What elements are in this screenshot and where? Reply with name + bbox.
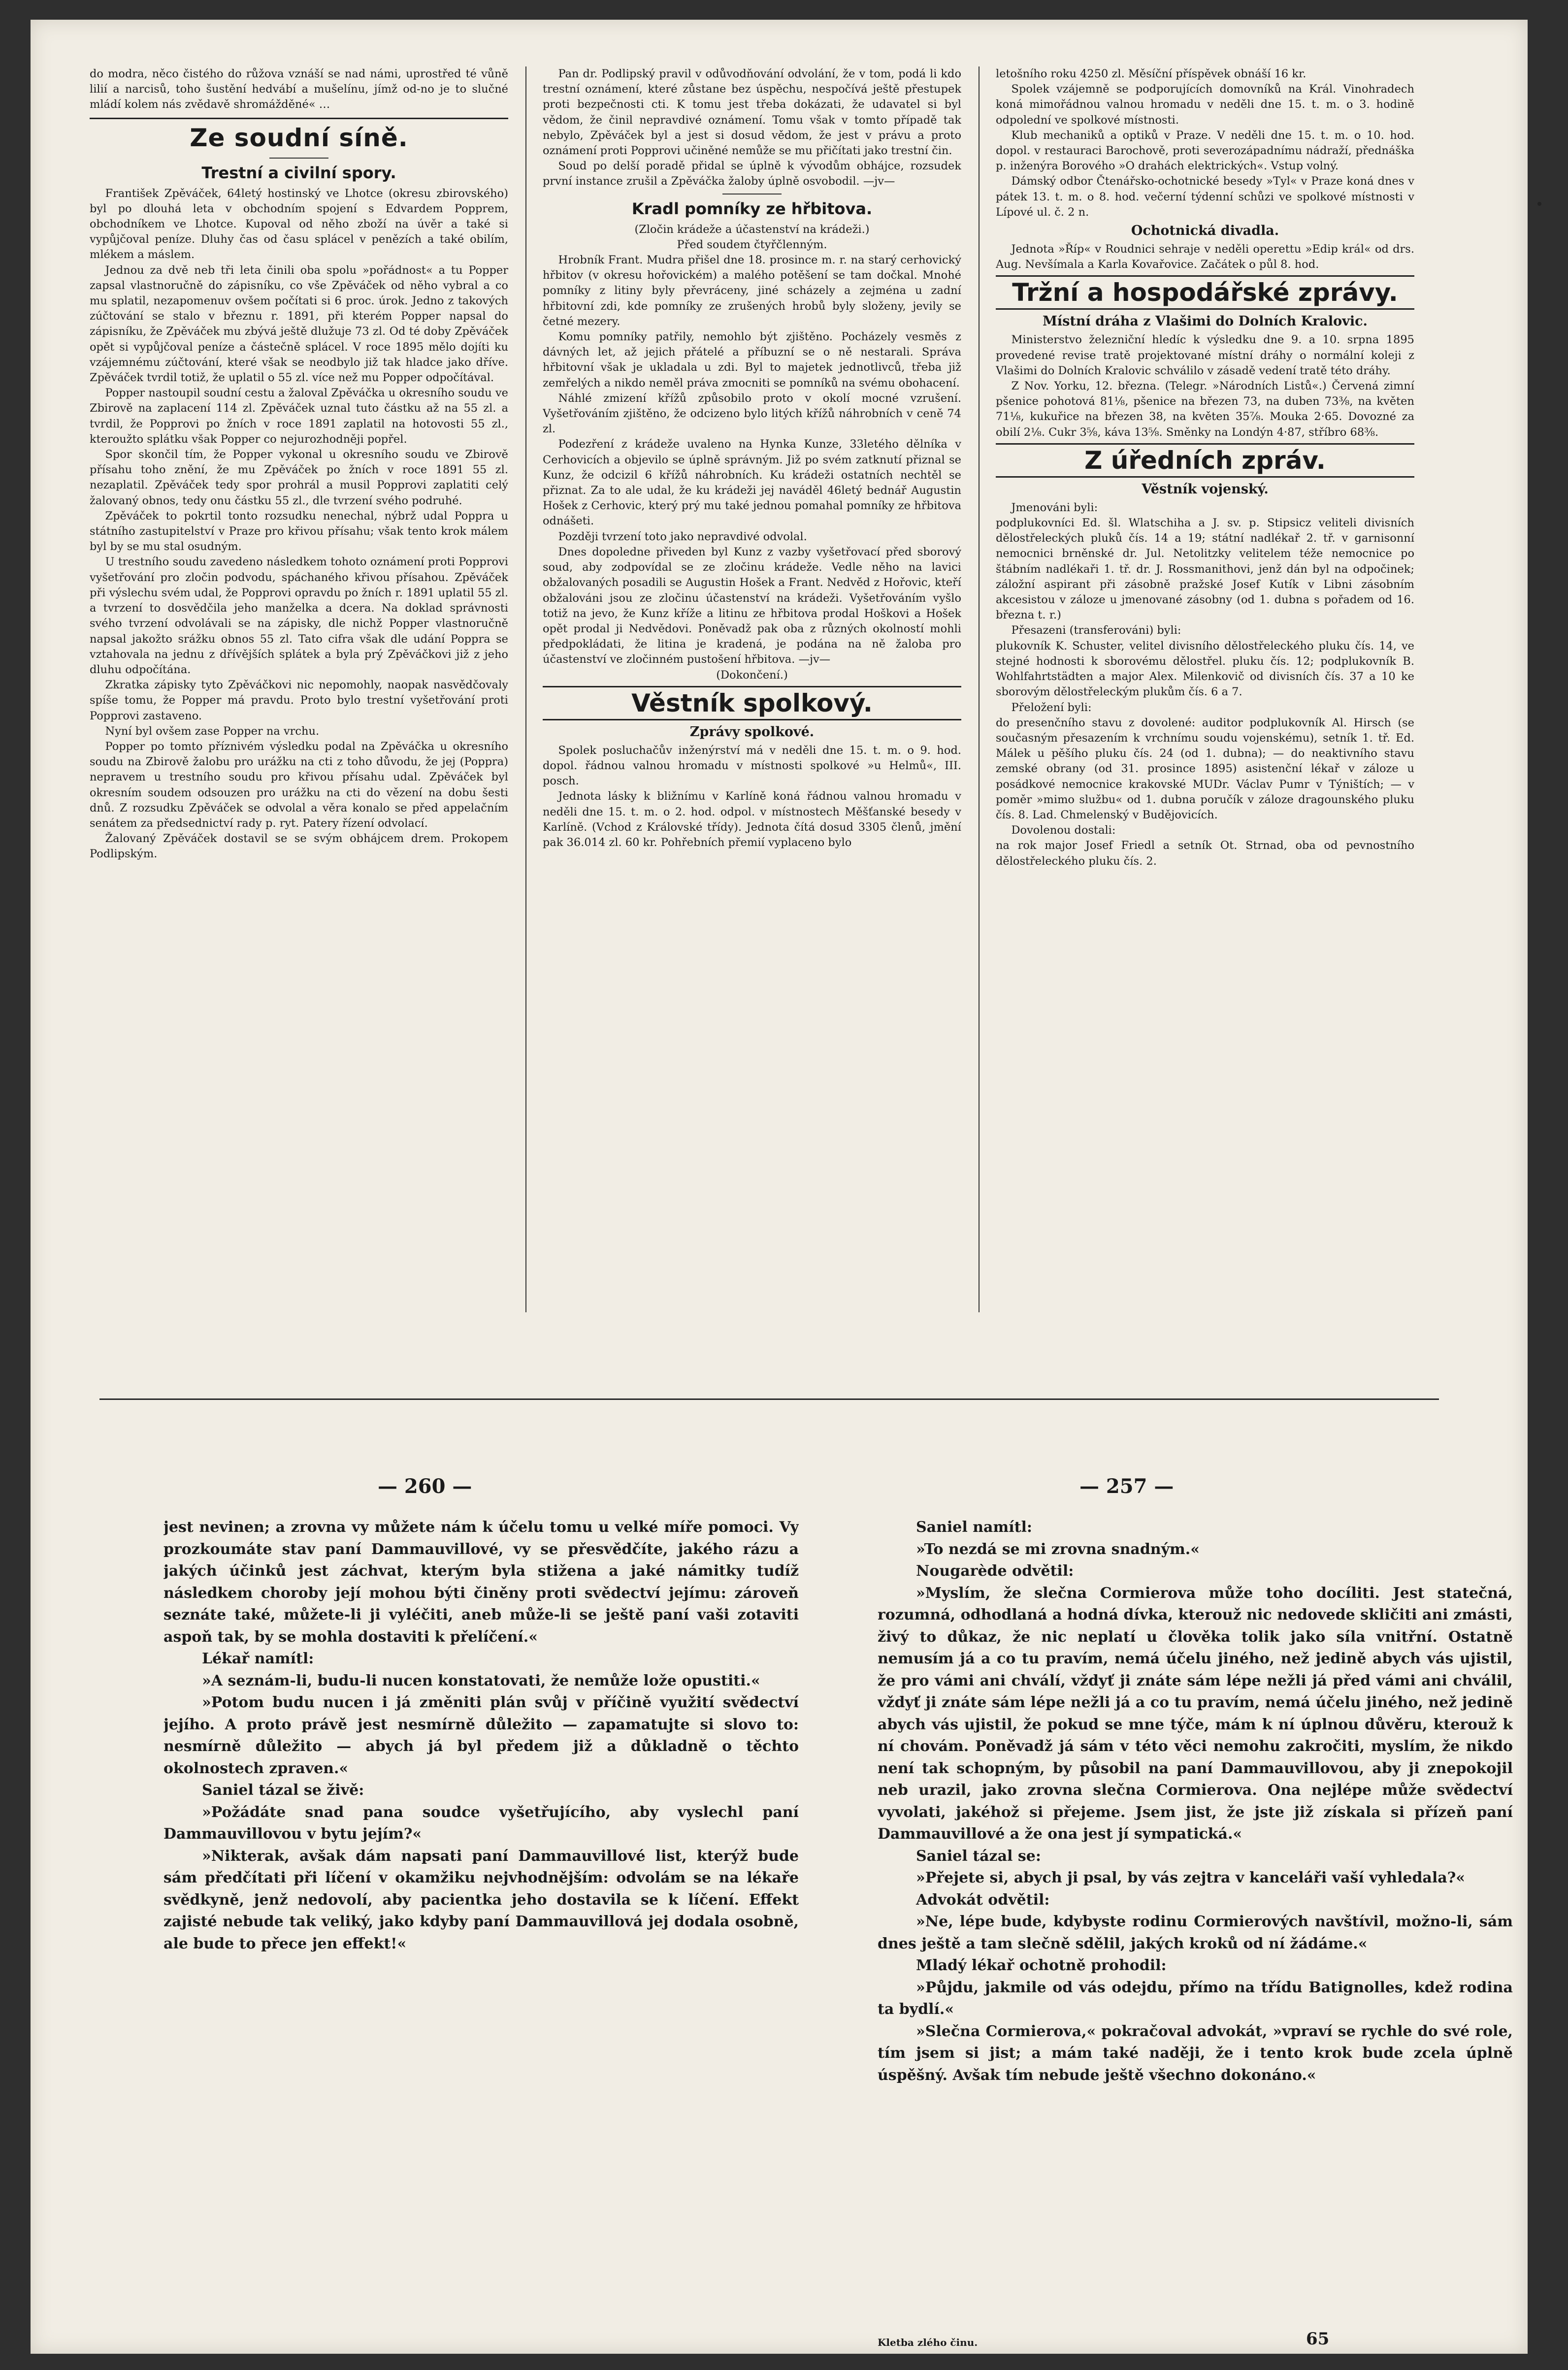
article-paragraph: Z Nov. Yorku, 12. března. (Telegr. »Národních Listů«.) Červená zimní pšenice pohotová 81⅛, pšenice na březen 73, na duben 73⅜, na květen 71⅛, kukuřice na březen 38, na květen 35⅞. Mouka 2·65. Dovozné za obilí 2⅛. Cukr 3⅝, káva 13⅝. Směnky na Londýn 4·87, stříbro 68⅜. (996, 380, 1414, 439)
article-paragraph: podplukovníci Ed. šl. Wlatschiha a J. sv. p. Stipsicz veliteli divisních dělostřeleckých pluků čís. 14 a 19; státní nadlékař 2. tř. v garnisonní nemocnici brněnské dr. Jul. Netolitzky velitelem téže nemocnice po štábním nadlékaři 1. tř. dr. J. Rossmanithovi, jenž dán byl na odpočinek; záložní aspirant při zásobně pražské Josef Kutík v Libni zásobním akcesistou v záloze u jmenované zásobny (od 1. dubna s pořadem od 16. března t. r.) (996, 517, 1414, 622)
article-paragraph: Spolek vzájemně se podporujících domovníků na Král. Vinohradech koná mimořádnou valnou hromadu v neděli dne 15. t. m. o 3. hodině odpolední ve spolkové místnosti. (996, 83, 1414, 127)
novel-paragraph: Saniel tázal se: (916, 1847, 1041, 1865)
article-paragraph: Popper po tomto příznivém výsledku podal na Zpěváčka u okresního soudu na Zbirově žalobu pro urážku na cti z toho důvodu, že jej (Poppra) nepravem u trestního soudu pro křivou přísahu udal. Zpěváček byl okresním soudem odsouzen pro urážku na cti do vězení na dobu šesti dnů. Z rozsudku Zpěváček se odvolal a věra konalo se před appelačním senátem za předsednictví rady p. ryt. Patery řízení odvolací. (90, 740, 508, 830)
article-paragraph: Spolek posluchačův inženýrství má v neděli dne 15. t. m. o 9. hod. dopol. řádnou valnou hromadu v místnosti spolkové »u Helmů«, III. posch. (543, 744, 961, 788)
article-paragraph: Zkratka zápisky tyto Zpěváčkovi nic nepomohly, naopak nasvědčovaly spíše tomu, že Popper má pravdu. Proto bylo trestní vyšetřování proti Popprovi zastaveno. (90, 679, 508, 722)
page-number-left: — 260 — (378, 1475, 472, 1498)
article-paragraph: letošního roku 4250 zl. Měsíční příspěvek obnáší 16 kr. (996, 67, 1307, 80)
novel-paragraph: Lékař namítl: (202, 1650, 314, 1667)
article-title-military: Věstník vojenský. (1142, 481, 1269, 497)
novel-paragraph: Mladý lékař ochotně prohodil: (916, 1957, 1167, 1974)
article-subtitle: (Zločin krádeže a účastenství na krádeži.) (634, 223, 870, 236)
article-paragraph: Komu pomníky patřily, nemohlo být zjištěno. Pocházely vesměs z dávných let, až jejich přátelé a příbuzní se o ně nestarali. Správa hřbitovní však je ukladala u zdi. Byl to majetek jednotlivců, třeba již zemřelých a nikdo neměl práva zmocniti se pomníků na svému obohacení. (543, 330, 961, 390)
article-paragraph: Jednota »Říp« v Roudnici sehraje v neděli operettu »Edip král« od drs. Aug. Nevšímala a Karla Kovařovice. Začátek o půl 8. hod. (996, 243, 1414, 271)
article-paragraph: Zpěváček to pokrtil tonto rozsudku nenechal, nýbrž udal Poppra u státního zastupitelství v Praze pro křivou přísahu; však tento krok málem byl by se mu stal osudným. (90, 509, 508, 553)
novel-paragraph: »Přejete si, abych ji psal, by vás zejtra v kanceláři vaší vyhledala?« (916, 1869, 1466, 1886)
article-rule (722, 194, 782, 195)
section-heading-official: Z úředních zpráv. (996, 443, 1414, 478)
section-heading-court: Ze soudní síně. (190, 123, 408, 152)
article-paragraph: Jednota lásky k bližnímu v Karlíně koná řádnou valnou hromadu v neděli dne 15. t. m. o 2. hod. odpol. v místnostech Měšťanské besedy v Karlíně. (Vchod z Královské třídy). Jednota čítá dosud 3305 členů, jmění pak 36.014 zl. 60 kr. Pohřebních přemií vyplaceno bylo (543, 790, 961, 849)
novel-paragraph: »Slečna Cormierova,« pokračoval advokát, »vpraví se rychle do své role, tím jsem si jist; a mám také naději, že i tento krok bude zcela úplně úspěšný. Avšak tím nebude ještě všechno dokonáno.« (878, 2022, 1513, 2084)
continuation-note: (Dokončení.) (716, 668, 788, 682)
article-paragraph: Jednou za dvě neb tři leta činili oba spolu »pořádnost« a tu Popper zapsal vlastnoručně do zápisníku, co vše Zpěváček od něho vybral a co mu splatil, nezapomenuv ovšem počítati si 6 proc. úrok. Jedno z takových zúčtování se stalo v březnu r. 1891, při kterém Popper napsal do zápisníku, že Zpěváček mu zbývá ještě dlužuje 73 zl. Od té doby Zpěváček opět si vypůjčoval peníze a částečně splácel. V roce 1895 mělo dojíti ku vzájemnému zúčtování, které však se neodbylo již tak hladce jako dříve. Zpěváček tvrdil totiž, že uplatil o 55 zl. více než mu Popper odpočítával. (90, 263, 508, 385)
novel-paragraph: »A seznám-li, budu-li nucen konstatovati, že nemůže lože opustiti.« (202, 1672, 760, 1689)
column-rule (979, 66, 980, 1312)
page-number-right: — 257 — (1079, 1475, 1174, 1498)
novel-paragraph: Saniel namítl: (916, 1519, 1032, 1536)
newspaper-section (90, 66, 1419, 1312)
article-paragraph: Soud po delší poradě přidal se úplně k vývodům obhájce, rozsudek první instance zrušil a Zpěváčka žaloby úplně osvobodil. —jv— (543, 160, 961, 188)
article-title-theatre: Ochotnická divadla. (1131, 223, 1279, 239)
article-paragraph: Dámský odbor Čtenářsko-ochotnické besedy »Tyl« v Praze koná dnes v pátek 13. t. m. o 8. hod. večerní týdenní schůzi ve spolkové místnosti v Lípové ul. č. 2 n. (996, 175, 1414, 219)
section-heading-associations: Věstník spolkový. (543, 686, 961, 720)
article-paragraph: Dovolenou dostali: (1011, 824, 1116, 837)
intro-paragraph: do modra, něco čistého do růžova vznáší se nad námi, uprostřed té vůně lilií a narcisů, toho šustění hedvábí a mušelínu, jímž od-no je to slučné mládí kolem nás zvědavě shromážděné« … (90, 67, 508, 111)
article-title-railway: Místní dráha z Vlašimi do Dolních Kralovic. (1043, 314, 1368, 329)
novel-paragraph: »Potom budu nucen i já změniti plán svůj v příčině využití svědectví jejího. A proto právě jest nesmírně důležito — zapamatujte si slovo to: nesmírně důležito — abych já byl předem již a důkladně o těchto okolnostech zpraven.« (163, 1694, 799, 1777)
article-paragraph: Jmenováni byli: (1011, 501, 1098, 514)
footer-sheet-number: 65 (1306, 2329, 1330, 2349)
section-heading-market: Tržní a hospodářské zprávy. (996, 275, 1414, 310)
article-paragraph: Později tvrzení toto jako nepravdivé odvolal. (558, 530, 807, 543)
footer-title: Kletba zlého činu. (878, 2337, 978, 2348)
column-rule (525, 66, 526, 1312)
ink-speck (1537, 202, 1541, 206)
article-paragraph: Přeložení byli: (1011, 701, 1092, 714)
novel-paragraph: »Nikterak, avšak dám napsati paní Dammauvillové list, kterýž bude sám předčítati při líčení v okamžiku nejvhodnějším: odvolám se na lékaře svědkyně, jenž nedovolí, aby pacientka jeho dostavila se k líčení. Effekt zajisté nebude tak veliký, jako kdyby paní Dammauvillová jej dodala osobně, ale bude to přece jen effekt!« (163, 1847, 799, 1952)
article-title-association-news: Zprávy spolkové. (689, 724, 815, 740)
article-paragraph: Spor skončil tím, že Popper vykonal u okresního soudu ve Zbirově přísahu toho znění, že mu Zpěváček po žních v roce 1891 55 zl. nezaplatil. Zpěváček tedy spor prohrál a musil Popprovi zaplatiti celý žalovaný obnos, tedy onu částku 55 zl., dle tvrzení svého podruhé. (90, 448, 508, 507)
article-paragraph: do presenčního stavu z dovolené: auditor podplukovník Al. Hirsch (se současným přesazením k vrchnímu soudu vojenskému), setník 1. tř. Ed. Málek u pěšího pluku čís. 24 (od 1. dubna); — do neaktivního stavu zemské obrany (od 31. prosince 1895) asistenční lékař v záloze u posádkové nemocnice krakovské MUDr. Václav Pumr v Týništích; — v poměr »mimo službu« od 1. dubna poručík v záloze dragounského pluku čís. 8. Lad. Chmelenský v Budějovicích. (996, 716, 1414, 821)
novel-paragraph: »To nezdá se mi zrovna snadným.« (916, 1540, 1200, 1558)
article-paragraph: Žalovaný Zpěváček dostavil se se svým obhájcem drem. Prokopem Podlipským. (90, 832, 508, 861)
article-paragraph: Klub mechaniků a optiků v Praze. V neděli dne 15. t. m. o 10. hod. dopol. v restauraci Barochově, proti severozápadnímu nádraží, přednáška p. inženýra Borového »O drahách elektrických«. Vstup volný. (996, 129, 1414, 173)
article-paragraph: Náhlé zmizení křížů způsobilo proto v okolí mocné vzrušení. Vyšetřováním zjištěno, že odcizeno bylo litých křížů náhrobních v ceně 74 zl. (543, 391, 961, 436)
novel-page-left (163, 1517, 799, 2364)
article-paragraph: na rok major Josef Friedl a setník Ot. Strnad, oba od pevnostního dělostřeleckého pluku čís. 2. (996, 839, 1414, 868)
article-paragraph: Pan dr. Podlipský pravil v odůvodňování odvolání, že v tom, podá li kdo trestní oznámení, které zůstane bez úspěchu, nespočívá ještě přestupek proti bezpečnosti cti. K tomu jest třeba dokázati, že udavatel si byl vědom, že činil nepravdivé oznámení. Tomu však v tomto případě tak nebylo, Zpěváček byl a jest si dosud vědom, že jest v právu a proto oznámení proti Popprovi učiněné nemůže se mu přičítati jako trestní čin. (543, 67, 961, 158)
column-1 (90, 66, 508, 1312)
article-paragraph: Přesazeni (transferováni) byli: (1011, 624, 1181, 637)
novel-paragraph: Nougarède odvětil: (916, 1562, 1074, 1580)
novel-paragraph: »Půjdu, jakmile od vás odejdu, přímo na třídu Batignolles, kdež rodina ta bydlí.« (878, 1979, 1513, 2018)
page-fold-divider (99, 1398, 1439, 1400)
article-paragraph: Nyní byl ovšem zase Popper na vrchu. (105, 724, 320, 738)
novel-paragraph: »Myslím, že slečna Cormierova může toho docíliti. Jest statečná, rozumná, odhodlaná a hodná dívka, kterouž nic nedovede skličiti ani zmásti, živý to důkaz, že nic neplatí u člověka tolik jako síla vnitřní. Ostatně nemusím já a co tu pravím, nemá účelu jiného, než jedině abych vás ujistil, že pro vámi ani chválí, vždyť ji znáte sám lépe nežli já před vámi ani chválil, vždyť ji znáte sám lépe nežli já a co tu pravím, nemá účelu jiného, než jedině abych vás ujistil, že pokud se mne týče, mám k ní úplnou důvěru, kterouž k ní chovám. Poněvadž já sám v této věci nemohu zakročiti, myslím, že nikdo není tak schopným, by působil na paní Dammauvillovou, aby ji znepokojil neb urazil, jako zrovna slečna Cormierova. Ona nejlépe může svědectví vyvolati, jakéhož si přejeme. Jsem jist, že jste již získala si přízeň paní Dammauvillové a že ona jest jí sympatická.« (878, 1584, 1513, 1843)
column-2 (543, 66, 961, 1312)
novel-paragraph: »Požádáte snad pana soudce vyšetřujícího, aby vyslechl paní Dammauvillovou v bytu jejím?« (163, 1803, 799, 1843)
article-paragraph: Dnes dopoledne přiveden byl Kunz z vazby vyšetřovací před sborový soud, aby zodpovídal se ze zločinu krádeže. Vedle něho na lavici obžalovaných posadili se Augustin Hošek a Frant. Nedvěd z Hořovic, kteří obžalováni jsou ze zločinu účastenství na krádeži. Vyšetřováním vyšlo totiž na jevo, že Kunz kříže a litinu ze hřbitova prodal Hoškovi a Hošek opět prodal ji Nedvědovi. Poněvadž pak oba z různých okolností mohli předpokládati, že litina je kradená, je podána na ně žaloba pro účastenství ve zločinném pustošení hřbitova. —jv— (543, 545, 961, 666)
article-paragraph: Podezření z krádeže uvaleno na Hynka Kunze, 33letého dělníka v Cerhovicích a objevilo se úplně správným. Již po svém zatknutí přiznal se Kunz, že odcizil 6 křížů náhrobních. Ku krádeži ostatních nechtěl se přiznat. Za to ale udal, že ku krádeži jej naváděl 46letý bednář Augustin Hošek z Cerhovic, který prý mu také jednou pomahal pomníky ze hřbitova odnášeti. (543, 438, 961, 528)
novel-paragraph: jest nevinen; a zrovna vy můžete nám k účelu tomu u velké míře pomoci. Vy prozkoumáte stav paní Dammauvillové, vy se přesvědčíte, jakého rázu a jakých účinků jest záchvat, kterým byla stižena a jaké námitky tudíž následkem choroby její mohou býti činěny proti svědectví jejímu: zároveň seznáte také, můžete-li ji vyléčiti, aneb může-li se ještě paní vaši zotaviti aspoň tak, by se mohla dostaviti k přelíčení.« (163, 1519, 799, 1646)
novel-paragraph: »Ne, lépe bude, kdybyste rodinu Cormierových navštívil, možno-li, sám dnes ještě a tam slečně sdělil, jakých kroků od ní žádáme.« (878, 1913, 1513, 1952)
article-paragraph: Hrobník Frant. Mudra přišel dne 18. prosince m. r. na starý cerhovický hřbitov (v okresu hořovickém) a malého potěšení se tam dočkal. Mnohé pomníky z litiny byly převráceny, jiné scházely a zejména u zadní hřbitovní zdi, kde pomníky ze zrušených hrobů byly složeny, jevily se četné mezery. (543, 254, 961, 328)
scanned-page (31, 20, 1528, 2354)
heading-rule (269, 158, 328, 159)
article-paragraph: Popper nastoupil soudní cestu a žaloval Zpěváčka u okresního soudu ve Zbirově na zaplacení 114 zl. Zpěváček uznal tuto částku až na 55 zl. a tvrdil, že Popprovi po žních v roce 1891 zaplatil na hotovosti 55 zl., kteroužto splátku však Popper co nejurozhodněji popřel. (90, 387, 508, 446)
column-3 (996, 66, 1414, 1312)
novel-page-right (878, 1517, 1513, 2364)
article-paragraph: U trestního soudu zavedeno následkem tohoto oznámení proti Popprovi vyšetřování pro zločin podvodu, spáchaného křivou přísahou. Zpěváček při výslechu svém udal, že Popprovi opravdu po žních r. 1891 uplatil 55 zl. a tvrzení to dosvědčila jeho manželka a dcera. Na doklad správnosti svého tvrzení odvolávali se na zápisky, dle nichž Popper vlastnoručně napsal jakožto srážku obnos 55 zl. Tato cifra však dle udání Poppra se vztahovala na jednu z dřívějších splátek a byla prý Zpěváčkovi již z jeho dluhu odpočítána. (90, 555, 508, 676)
article-paragraph: František Zpěváček, 64letý hostinský ve Lhotce (okresu zbirovského) byl po dlouhá leta v obchodním spojení s Edvardem Popprem, obchodníkem ve Lhotce. Kupoval od něho zboží na úvěr a také si vypůjčoval peníze. Dluhy čas od času splácel v penězích a také obilím, mlékem a máslem. (90, 187, 508, 261)
novel-paragraph: Saniel tázal se živě: (202, 1782, 364, 1799)
court-line: Před soudem čtyřčlenným. (677, 238, 827, 251)
article-paragraph: plukovník K. Schuster, velitel divisního dělostřeleckého pluku čís. 14, ve stejné hodnosti k sborovému dělostřel. pluku čís. 12; podplukovník B. Wohlfahrtstädten a major Alex. Milenkovič od divisních čís. 37 a 10 ke sborovým dělostřeleckým plukům čís. 6 a 7. (996, 639, 1414, 699)
section-divider (90, 118, 508, 119)
article-paragraph: Ministerstvo železniční hledíc k výsledku dne 9. a 10. srpna 1895 provedené revise tratě projektované místní dráhy o normální koleji z Vlašimi do Dolních Kralovic schválilo v zásadě vedení tratě této dráhy. (996, 333, 1414, 377)
article-title-disputes: Trestní a civilní spory. (201, 163, 396, 182)
article-title-cemetery: Kradl pomníky ze hřbitova. (631, 199, 873, 218)
novel-paragraph: Advokát odvětil: (916, 1891, 1050, 1909)
